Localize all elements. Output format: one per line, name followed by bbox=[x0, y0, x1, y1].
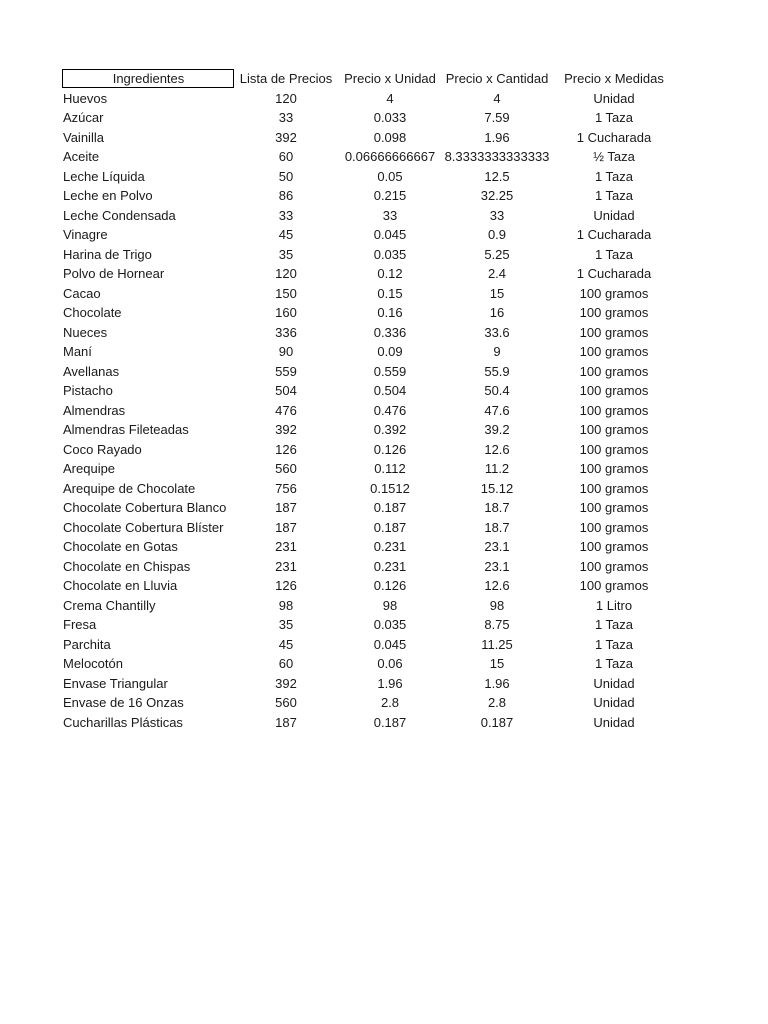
precio-unidad-cell[interactable]: 0.126 bbox=[373, 578, 407, 594]
precio-medidas-cell[interactable]: 1 Taza bbox=[594, 188, 634, 204]
precio-cantidad-cell[interactable]: 18.7 bbox=[484, 519, 510, 535]
lista-precios-cell[interactable]: 35 bbox=[278, 246, 294, 262]
lista-precios-cell[interactable]: 560 bbox=[275, 461, 297, 477]
precio-cantidad-cell[interactable]: 7.59 bbox=[484, 110, 510, 126]
precio-unidad-cell[interactable]: 0.231 bbox=[373, 558, 407, 574]
precio-cantidad-cell[interactable]: 8.75 bbox=[484, 617, 510, 633]
table-row bbox=[62, 479, 676, 499]
table-row bbox=[62, 596, 676, 616]
table-row bbox=[62, 576, 676, 596]
table-row bbox=[62, 186, 676, 206]
precio-medidas-cell[interactable]: Unidad bbox=[593, 207, 635, 223]
precio-cantidad-cell[interactable]: 5.25 bbox=[484, 246, 510, 262]
precio-medidas-cell[interactable]: 1 Taza bbox=[594, 617, 634, 633]
precio-cantidad-cell[interactable]: 2.4 bbox=[487, 266, 507, 282]
precio-unidad-cell[interactable]: 0.12 bbox=[377, 266, 403, 282]
precio-cantidad-cell[interactable]: 8.3333333333333 bbox=[444, 149, 550, 165]
lista-precios-cell[interactable]: 336 bbox=[275, 324, 297, 340]
ingredient-cell[interactable]: Almendras bbox=[63, 402, 126, 418]
precio-cantidad-cell[interactable]: 23.1 bbox=[484, 558, 510, 574]
precio-medidas-cell[interactable]: Unidad bbox=[593, 675, 635, 691]
lista-precios-cell[interactable]: 560 bbox=[275, 695, 297, 711]
precio-medidas-cell[interactable]: 100 gramos bbox=[579, 285, 649, 301]
lista-precios-cell[interactable]: 150 bbox=[275, 285, 297, 301]
ingredient-cell[interactable]: Envase de 16 Onzas bbox=[63, 695, 184, 711]
header-lista-precios: Lista de Precios bbox=[239, 71, 333, 87]
precio-cantidad-cell[interactable]: 98 bbox=[489, 597, 505, 613]
lista-precios-cell[interactable]: 98 bbox=[278, 597, 294, 613]
table-row bbox=[62, 147, 676, 167]
table-row bbox=[62, 459, 676, 479]
precio-medidas-cell[interactable]: 100 gramos bbox=[579, 305, 649, 321]
table-row bbox=[62, 557, 676, 577]
ingredient-cell[interactable]: Coco Rayado bbox=[63, 441, 142, 457]
lista-precios-cell[interactable]: 231 bbox=[275, 558, 297, 574]
lista-precios-cell[interactable]: 33 bbox=[278, 110, 294, 126]
header-precio-medidas: Precio x Medidas bbox=[564, 71, 664, 87]
precio-medidas-cell[interactable]: 1 Taza bbox=[594, 636, 634, 652]
precio-cantidad-cell[interactable]: 32.25 bbox=[480, 188, 514, 204]
precio-medidas-cell[interactable]: 100 gramos bbox=[579, 363, 649, 379]
lista-precios-cell[interactable]: 90 bbox=[278, 344, 294, 360]
precio-unidad-cell[interactable]: 0.126 bbox=[373, 441, 407, 457]
precio-cantidad-cell[interactable]: 39.2 bbox=[484, 422, 510, 438]
ingredient-cell[interactable]: Arequipe de Chocolate bbox=[63, 480, 196, 496]
ingredient-cell[interactable]: Polvo de Hornear bbox=[63, 266, 165, 282]
lista-precios-cell[interactable]: 756 bbox=[275, 480, 297, 496]
table-row bbox=[62, 654, 676, 674]
precio-medidas-cell[interactable]: 100 gramos bbox=[579, 578, 649, 594]
precio-medidas-cell[interactable]: 1 Taza bbox=[594, 656, 634, 672]
table-row bbox=[62, 381, 676, 401]
lista-precios-cell[interactable]: 392 bbox=[275, 675, 297, 691]
precio-cantidad-cell[interactable]: 2.8 bbox=[487, 695, 507, 711]
lista-precios-cell[interactable]: 33 bbox=[278, 207, 294, 223]
ingredient-cell[interactable]: Arequipe bbox=[63, 461, 116, 477]
precio-cantidad-cell[interactable]: 16 bbox=[489, 305, 505, 321]
table-row bbox=[62, 245, 676, 265]
header-ingredientes-cell[interactable]: Ingredientes bbox=[62, 69, 234, 88]
precio-cantidad-cell[interactable]: 15 bbox=[489, 285, 505, 301]
lista-precios-cell[interactable]: 35 bbox=[278, 617, 294, 633]
precio-medidas-cell[interactable]: 1 Cucharada bbox=[576, 227, 652, 243]
precio-cantidad-cell[interactable]: 0.9 bbox=[487, 227, 507, 243]
table-row bbox=[62, 537, 676, 557]
precio-unidad-cell[interactable]: 0.05 bbox=[377, 168, 403, 184]
lista-precios-cell[interactable]: 126 bbox=[275, 578, 297, 594]
precio-unidad-cell[interactable]: 0.098 bbox=[373, 129, 407, 145]
precio-cantidad-cell[interactable]: 15.12 bbox=[480, 480, 514, 496]
precio-cantidad-cell[interactable]: 11.25 bbox=[481, 636, 513, 652]
precio-unidad-cell[interactable]: 0.15 bbox=[377, 285, 403, 301]
lista-precios-cell[interactable]: 120 bbox=[275, 90, 297, 106]
table-row bbox=[62, 128, 676, 148]
precio-unidad-cell[interactable]: 0.559 bbox=[373, 363, 407, 379]
ingredient-cell[interactable]: Aceite bbox=[63, 149, 100, 165]
precio-unidad-cell[interactable]: 0.187 bbox=[373, 714, 407, 730]
precio-unidad-cell[interactable]: 0.06 bbox=[377, 656, 403, 672]
ingredient-cell[interactable]: Huevos bbox=[63, 90, 108, 106]
precio-medidas-cell[interactable]: 1 Cucharada bbox=[576, 266, 652, 282]
ingredient-cell[interactable]: Fresa bbox=[63, 617, 97, 633]
lista-precios-cell[interactable]: 187 bbox=[275, 519, 297, 535]
precio-medidas-cell[interactable]: 1 Taza bbox=[594, 246, 634, 262]
lista-precios-cell[interactable]: 160 bbox=[275, 305, 297, 321]
lista-precios-cell[interactable]: 504 bbox=[275, 383, 297, 399]
precio-unidad-cell[interactable]: 0.187 bbox=[373, 500, 407, 516]
table-row bbox=[62, 206, 676, 226]
table-row bbox=[62, 167, 676, 187]
ingredient-cell[interactable]: Vinagre bbox=[63, 227, 108, 243]
ingredient-cell[interactable]: Maní bbox=[63, 344, 92, 360]
precio-cantidad-cell[interactable]: 12.5 bbox=[484, 168, 510, 184]
precio-unidad-cell[interactable]: 0.336 bbox=[373, 324, 407, 340]
precio-unidad-cell[interactable]: 0.033 bbox=[373, 110, 407, 126]
precio-cantidad-cell[interactable]: 12.6 bbox=[484, 441, 510, 457]
precio-cantidad-cell[interactable]: 18.7 bbox=[484, 500, 510, 516]
precio-unidad-cell[interactable]: 2.8 bbox=[380, 695, 400, 711]
precio-unidad-cell[interactable]: 0.392 bbox=[373, 422, 407, 438]
precio-cantidad-cell[interactable]: 15 bbox=[489, 656, 505, 672]
lista-precios-cell[interactable]: 231 bbox=[275, 539, 297, 555]
precio-unidad-cell[interactable]: 0.112 bbox=[374, 461, 406, 477]
lista-precios-cell[interactable]: 476 bbox=[275, 402, 297, 418]
precio-cantidad-cell[interactable]: 11.2 bbox=[484, 461, 510, 477]
lista-precios-cell[interactable]: 559 bbox=[275, 363, 297, 379]
ingredient-cell[interactable]: Almendras Fileteadas bbox=[63, 422, 189, 438]
ingredient-cell[interactable]: Chocolate en Chispas bbox=[63, 558, 191, 574]
table-body bbox=[62, 89, 676, 733]
ingredient-cell[interactable]: Crema Chantilly bbox=[63, 597, 156, 613]
precio-medidas-cell[interactable]: 100 gramos bbox=[579, 519, 649, 535]
lista-precios-cell[interactable]: 120 bbox=[275, 266, 297, 282]
precio-cantidad-cell[interactable]: 50.4 bbox=[484, 383, 510, 399]
table-row bbox=[62, 674, 676, 694]
precio-unidad-cell[interactable]: 0.504 bbox=[373, 383, 407, 399]
precio-unidad-cell[interactable]: 98 bbox=[382, 597, 398, 613]
ingredient-cell[interactable]: Harina de Trigo bbox=[63, 246, 152, 262]
table-row bbox=[62, 693, 676, 713]
ingredient-cell[interactable]: Azúcar bbox=[63, 110, 104, 126]
ingredient-cell[interactable]: Envase Triangular bbox=[63, 675, 168, 691]
precio-cantidad-cell[interactable]: 1.96 bbox=[484, 675, 510, 691]
lista-precios-cell[interactable]: 392 bbox=[275, 422, 297, 438]
precio-unidad-cell[interactable]: 0.045 bbox=[373, 636, 407, 652]
ingredient-cell[interactable]: Chocolate Cobertura Blanco bbox=[63, 500, 227, 516]
ingredient-cell[interactable]: Parchita bbox=[63, 636, 111, 652]
table-row bbox=[62, 284, 676, 304]
precio-unidad-cell[interactable]: 0.035 bbox=[373, 617, 407, 633]
ingredient-cell[interactable]: Cucharillas Plásticas bbox=[63, 714, 183, 730]
table-row bbox=[62, 225, 676, 245]
table-row bbox=[62, 615, 676, 635]
precio-cantidad-cell[interactable]: 1.96 bbox=[484, 129, 510, 145]
header-precio-cantidad: Precio x Cantidad bbox=[445, 71, 549, 87]
precio-unidad-cell[interactable]: 0.06666666667 bbox=[344, 149, 436, 165]
table-row bbox=[62, 89, 676, 109]
lista-precios-cell[interactable]: 45 bbox=[278, 636, 294, 652]
ingredient-cell[interactable]: Leche Condensada bbox=[63, 207, 176, 223]
lista-precios-cell[interactable]: 392 bbox=[275, 129, 297, 145]
precio-medidas-cell[interactable]: ½ Taza bbox=[593, 149, 635, 165]
precio-cantidad-cell[interactable]: 55.9 bbox=[484, 363, 510, 379]
precio-medidas-cell[interactable]: 100 gramos bbox=[579, 324, 649, 340]
ingredient-cell[interactable]: Vainilla bbox=[63, 129, 104, 145]
ingredient-cell[interactable]: Melocotón bbox=[63, 656, 123, 672]
precio-medidas-cell[interactable]: 100 gramos bbox=[579, 383, 649, 399]
precio-unidad-cell[interactable]: 0.045 bbox=[373, 227, 407, 243]
precio-cantidad-cell[interactable]: 33 bbox=[489, 207, 505, 223]
precio-cantidad-cell[interactable]: 12.6 bbox=[484, 578, 510, 594]
lista-precios-cell[interactable]: 126 bbox=[275, 441, 297, 457]
precio-medidas-cell[interactable]: 100 gramos bbox=[579, 480, 649, 496]
table-row bbox=[62, 635, 676, 655]
table-row bbox=[62, 498, 676, 518]
precio-cantidad-cell[interactable]: 33.6 bbox=[484, 324, 510, 340]
lista-precios-cell[interactable]: 60 bbox=[278, 656, 294, 672]
ingredient-cell[interactable]: Chocolate Cobertura Blíster bbox=[63, 519, 224, 535]
precio-cantidad-cell[interactable]: 0.187 bbox=[480, 714, 514, 730]
header-row bbox=[62, 69, 676, 89]
table-row bbox=[62, 518, 676, 538]
precio-medidas-cell[interactable]: 1 Taza bbox=[594, 168, 634, 184]
precio-unidad-cell[interactable]: 4 bbox=[386, 90, 394, 106]
table-row bbox=[62, 401, 676, 421]
precio-medidas-cell[interactable]: 1 Cucharada bbox=[576, 129, 652, 145]
table-row bbox=[62, 362, 676, 382]
precio-unidad-cell[interactable]: 33 bbox=[382, 207, 398, 223]
table-row bbox=[62, 440, 676, 460]
precio-unidad-cell[interactable]: 0.187 bbox=[373, 519, 407, 535]
ingredient-cell[interactable]: Chocolate bbox=[63, 305, 122, 321]
precio-unidad-cell[interactable]: 0.1512 bbox=[370, 480, 410, 496]
lista-precios-cell[interactable]: 86 bbox=[278, 188, 294, 204]
precio-cantidad-cell[interactable]: 47.6 bbox=[484, 402, 510, 418]
price-table bbox=[62, 68, 676, 732]
precio-medidas-cell[interactable]: 100 gramos bbox=[579, 500, 649, 516]
precio-cantidad-cell[interactable]: 23.1 bbox=[484, 539, 510, 555]
precio-unidad-cell[interactable]: 0.09 bbox=[377, 344, 403, 360]
precio-medidas-cell[interactable]: 100 gramos bbox=[579, 539, 649, 555]
precio-medidas-cell[interactable]: 100 gramos bbox=[579, 441, 649, 457]
precio-medidas-cell[interactable]: 100 gramos bbox=[579, 461, 649, 477]
table-row bbox=[62, 303, 676, 323]
precio-unidad-cell[interactable]: 0.231 bbox=[373, 539, 407, 555]
ingredient-cell[interactable]: Pistacho bbox=[63, 383, 113, 399]
table-row bbox=[62, 108, 676, 128]
table-row bbox=[62, 342, 676, 362]
precio-cantidad-cell[interactable]: 9 bbox=[493, 344, 501, 360]
precio-medidas-cell[interactable]: 100 gramos bbox=[579, 422, 649, 438]
lista-precios-cell[interactable]: 187 bbox=[275, 714, 297, 730]
ingredient-cell[interactable]: Nueces bbox=[63, 324, 108, 340]
ingredient-cell[interactable]: Avellanas bbox=[63, 363, 120, 379]
table-row bbox=[62, 713, 676, 733]
precio-unidad-cell[interactable]: 0.476 bbox=[373, 402, 407, 418]
precio-unidad-cell[interactable]: 0.035 bbox=[373, 246, 407, 262]
table-row bbox=[62, 264, 676, 284]
precio-medidas-cell[interactable]: Unidad bbox=[593, 714, 635, 730]
precio-medidas-cell[interactable]: 100 gramos bbox=[579, 402, 649, 418]
header-precio-unidad: Precio x Unidad bbox=[344, 71, 436, 87]
precio-unidad-cell[interactable]: 0.16 bbox=[377, 305, 403, 321]
lista-precios-cell[interactable]: 60 bbox=[278, 149, 294, 165]
precio-medidas-cell[interactable]: 100 gramos bbox=[579, 558, 649, 574]
lista-precios-cell[interactable]: 187 bbox=[275, 500, 297, 516]
precio-cantidad-cell[interactable]: 4 bbox=[493, 90, 501, 106]
precio-medidas-cell[interactable]: 1 Litro bbox=[595, 597, 633, 613]
ingredient-cell[interactable]: Leche Líquida bbox=[63, 168, 145, 184]
ingredient-cell[interactable]: Leche en Polvo bbox=[63, 188, 153, 204]
ingredient-cell[interactable]: Chocolate en Lluvia bbox=[63, 578, 178, 594]
precio-unidad-cell[interactable]: 0.215 bbox=[373, 188, 407, 204]
table-row bbox=[62, 323, 676, 343]
table-row bbox=[62, 420, 676, 440]
ingredient-cell[interactable]: Chocolate en Gotas bbox=[63, 539, 178, 555]
ingredient-cell[interactable]: Cacao bbox=[63, 285, 101, 301]
precio-medidas-cell[interactable]: 100 gramos bbox=[579, 344, 649, 360]
lista-precios-cell[interactable]: 50 bbox=[278, 168, 294, 184]
lista-precios-cell[interactable]: 45 bbox=[278, 227, 294, 243]
precio-medidas-cell[interactable]: Unidad bbox=[593, 695, 635, 711]
precio-medidas-cell[interactable]: 1 Taza bbox=[594, 110, 634, 126]
precio-unidad-cell[interactable]: 1.96 bbox=[377, 675, 403, 691]
precio-medidas-cell[interactable]: Unidad bbox=[593, 90, 635, 106]
